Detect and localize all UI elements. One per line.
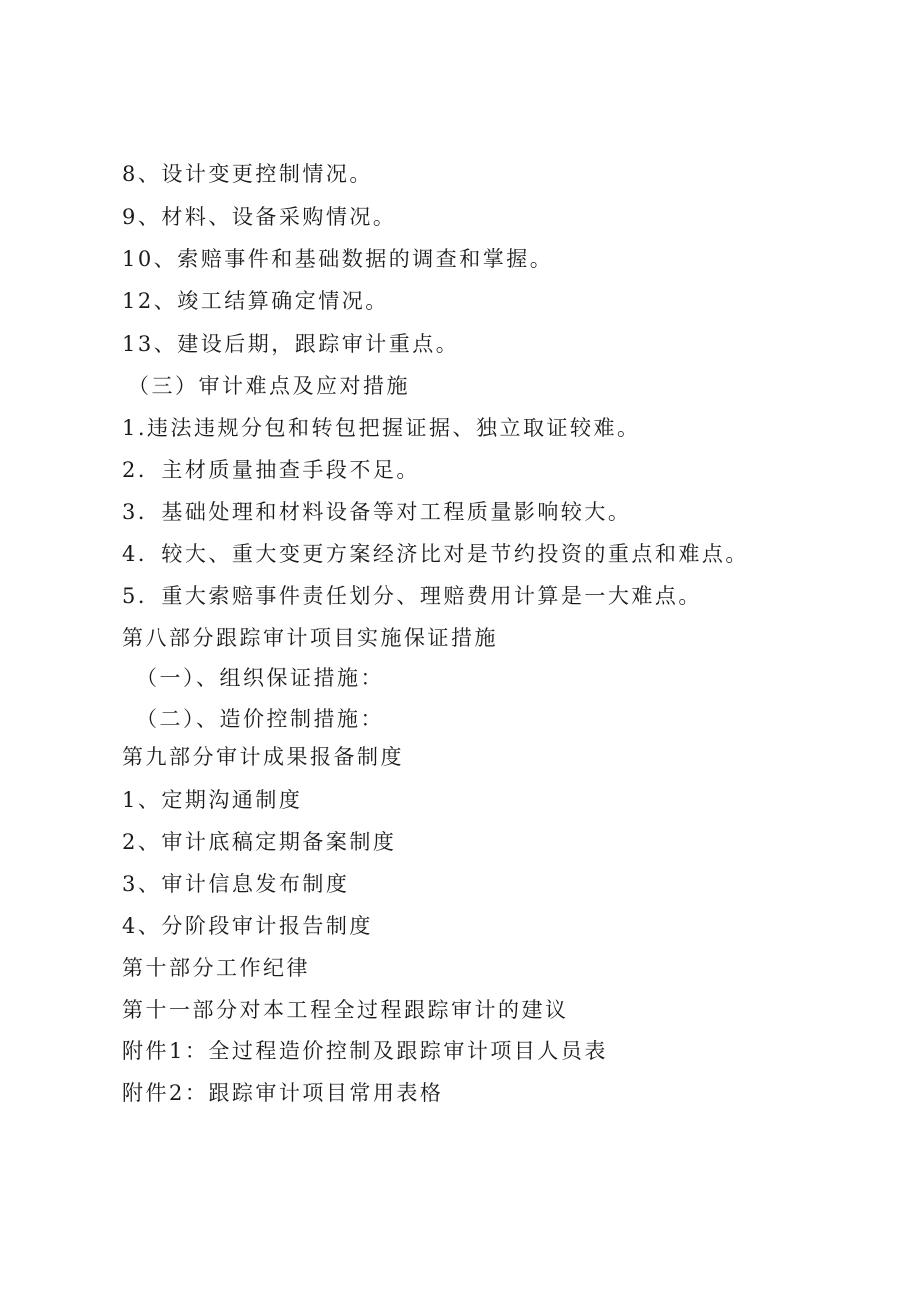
list-item-late-construction: 13、建设后期，跟踪审计重点。 (122, 332, 460, 356)
list-item-difficulty-3: 3．基础处理和材料设备等对工程质量影响较大。 (122, 500, 632, 524)
list-item-draft-filing: 2、审计底稿定期备案制度 (122, 830, 397, 854)
section-heading-difficulties: （三）审计难点及应对措施 (128, 374, 410, 398)
subsection-organization: （一）、组织保证措施： (136, 666, 384, 690)
part-nine-heading: 第九部分审计成果报备制度 (122, 745, 404, 769)
subsection-cost-control: （二）、造价控制措施： (136, 707, 384, 731)
list-item-staged-report: 4、分阶段审计报告制度 (122, 914, 373, 938)
part-eleven-heading: 第十一部分对本工程全过程跟踪审计的建议 (122, 998, 569, 1022)
list-item-final-settlement: 12、竣工结算确定情况。 (122, 289, 389, 313)
part-ten-heading: 第十部分工作纪律 (122, 956, 310, 980)
list-item-materials-procurement: 9、材料、设备采购情况。 (122, 205, 397, 229)
list-item-difficulty-1: 1.违法违规分包和转包把握证据、独立取证较难。 (122, 416, 641, 440)
list-item-claims-investigation: 10、索赔事件和基础数据的调查和掌握。 (122, 247, 554, 271)
list-item-info-release: 3、审计信息发布制度 (122, 872, 350, 896)
list-item-difficulty-5: 5．重大索赔事件责任划分、理赔费用计算是一大难点。 (122, 584, 702, 608)
list-item-difficulty-4: 4．较大、重大变更方案经济比对是节约投资的重点和难点。 (122, 542, 749, 566)
list-item-design-change: 8、设计变更控制情况。 (122, 162, 373, 186)
attachment-1: 附件1：全过程造价控制及跟踪审计项目人员表 (122, 1039, 608, 1063)
part-eight-heading: 第八部分跟踪审计项目实施保证措施 (122, 626, 498, 650)
attachment-2: 附件2：跟踪审计项目常用表格 (122, 1081, 444, 1105)
list-item-difficulty-2: 2．主材质量抽查手段不足。 (122, 458, 420, 482)
list-item-regular-communication: 1、定期沟通制度 (122, 788, 303, 812)
